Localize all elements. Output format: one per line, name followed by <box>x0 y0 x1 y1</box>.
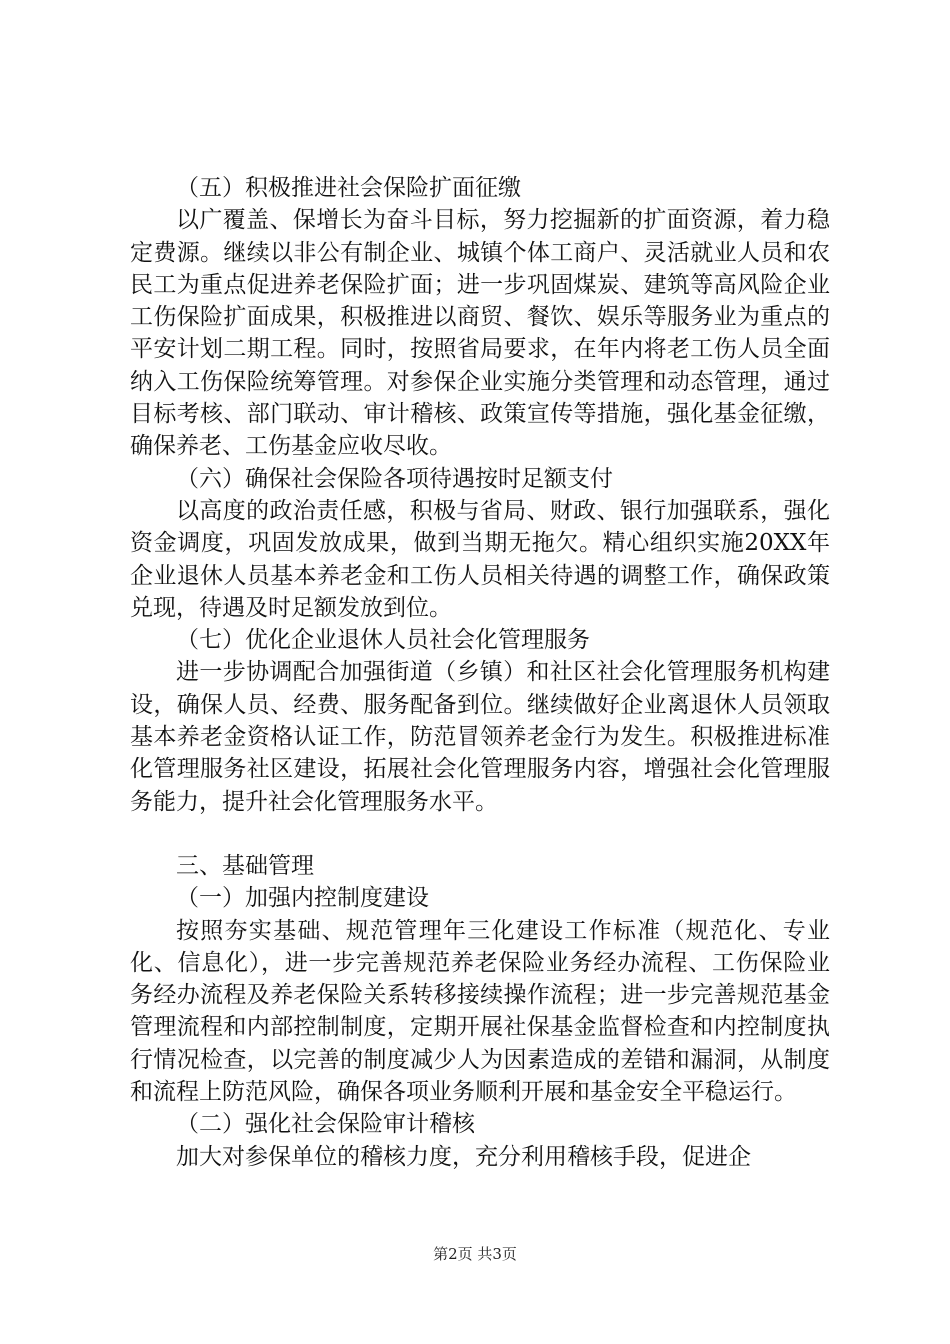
document-body <box>130 172 830 1173</box>
section-basic-management <box>130 850 830 1173</box>
paragraph-s2: 加大对参保单位的稽核力度，充分利用稽核手段，促进企 <box>176 1143 751 1170</box>
section-item-5 <box>130 172 830 463</box>
section-item-6 <box>130 463 830 624</box>
paragraph-5: 以广覆盖、保增长为奋斗目标，努力挖掘新的扩面资源，着力稳定费源。继续以非公有制企业、城镇个体工商户、灵活就业人员和农民工为重点促进养老保险扩面；进一步巩固煤炭、建筑等高风险企业工伤保险扩面成果，积极推进以商贸、餐饮、娱乐等服务业为重点的平安计划二期工程。同时，按照省局要求，在年内将老工伤人员全面纳入工伤保险统筹管理。对参保企业实施分类管理和动态管理，通过目标考核、部门联动、审计稽核、政策宣传等措施，强化基金征缴，确保养老、工伤基金应收尽收。 <box>130 207 830 460</box>
section-title-3: 三、基础管理 <box>176 852 314 879</box>
paragraph-s1: 按照夯实基础、规范管理年三化建设工作标准（规范化、专业化、信息化），进一步完善规范养老保险业务经办流程、工伤保险业务经办流程及养老保险关系转移接续操作流程；进一步完善规范基金管理流程和内部控制制度，定期开展社保基金监督检查和内控制度执行情况检查，以完善的制度减少人为因素造成的差错和漏洞，从制度和流程上防范风险，确保各项业务顺利开展和基金安全平稳运行。 <box>130 917 830 1106</box>
subheading-7: （七）优化企业退休人员社会化管理服务 <box>176 627 590 654</box>
subheading-6: （六）确保社会保险各项待遇按时足额支付 <box>176 465 613 492</box>
paragraph-7: 进一步协调配合加强街道（乡镇）和社区社会化管理服务机构建设，确保人员、经费、服务配备到位。继续做好企业离退休人员领取基本养老金资格认证工作，防范冒领养老金行为发生。积极推进标准化管理服务社区建设，拓展社会化管理服务内容，增强社会化管理服务能力，提升社会化管理服务水平。 <box>130 659 830 815</box>
spacer <box>130 818 830 850</box>
subheading-s2: （二）强化社会保险审计稽核 <box>176 1111 475 1138</box>
subheading-s1: （一）加强内控制度建设 <box>176 885 429 912</box>
subheading-5: （五）积极推进社会保险扩面征缴 <box>176 175 521 201</box>
paragraph-6: 以高度的政治责任感，积极与省局、财政、银行加强联系，强化资金调度，巩固发放成果，做到当期无拖欠。精心组织实施20XX年企业退休人员基本养老金和工伤人员相关待遇的调整工作，确保政策兑现，待遇及时足额发放到位。 <box>130 497 830 621</box>
section-item-7 <box>130 624 830 818</box>
page-footer: 第2页 共3页 <box>433 1245 517 1263</box>
